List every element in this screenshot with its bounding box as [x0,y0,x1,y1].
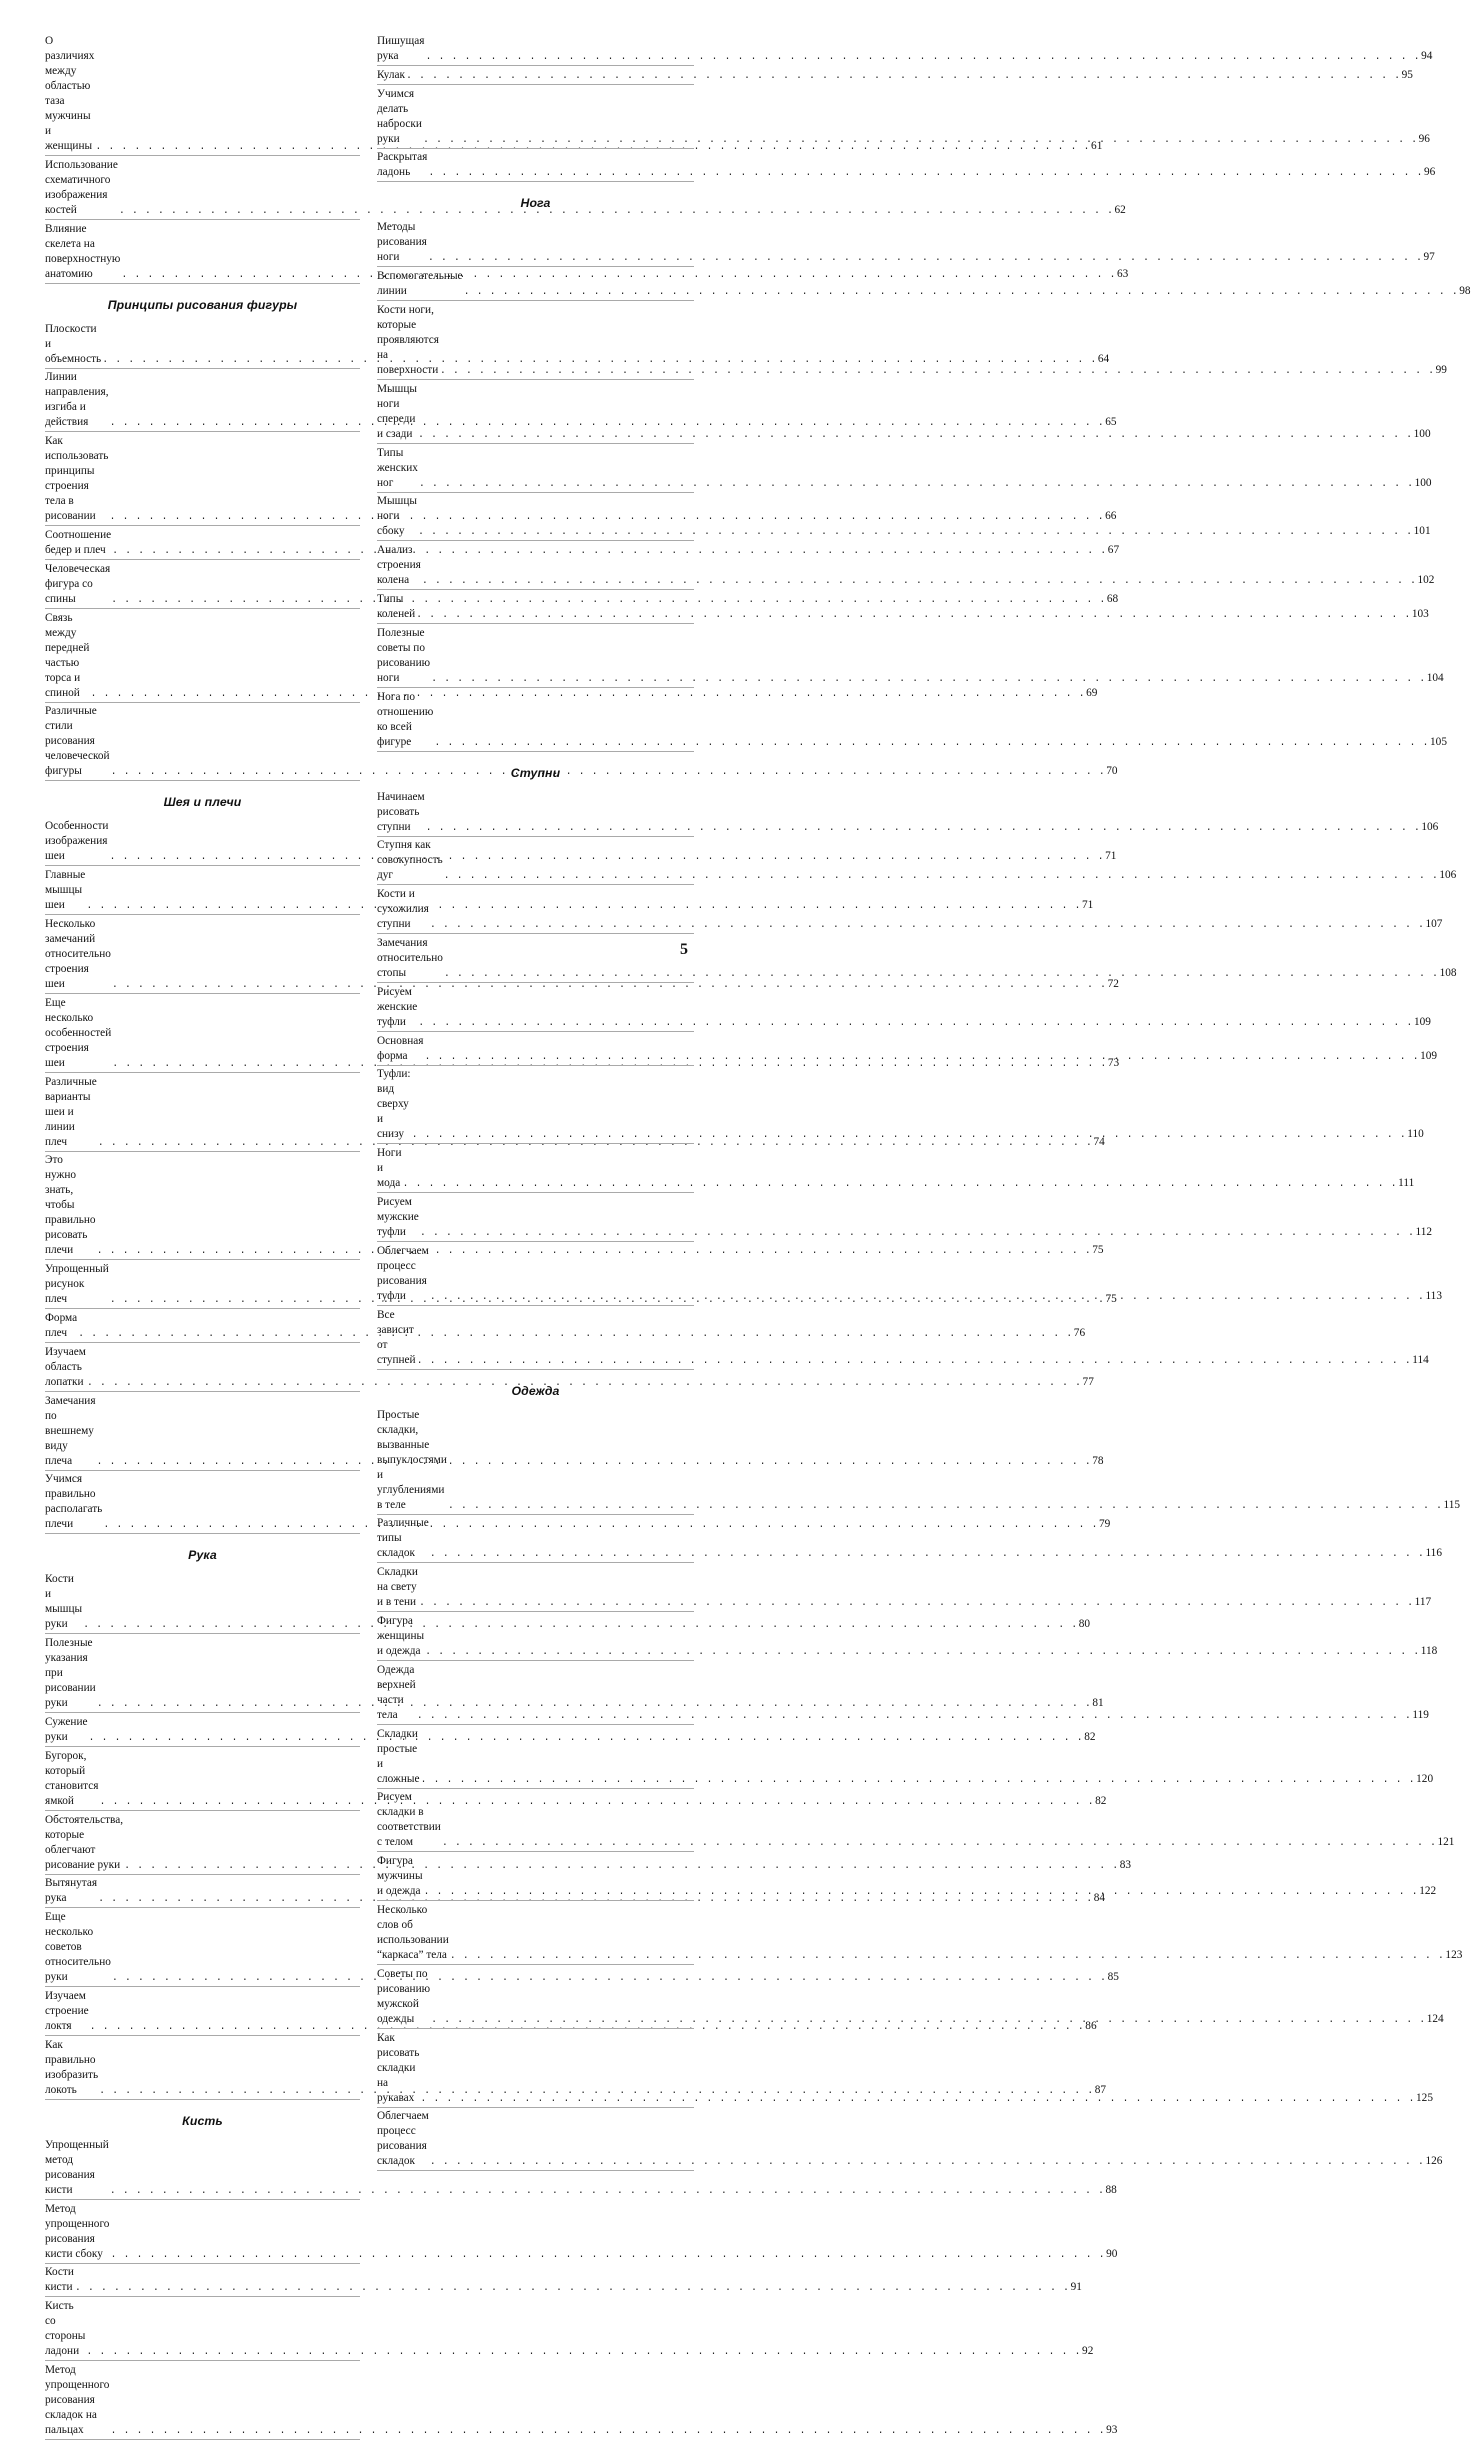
toc-entry-title: Полезные указания при рисовании руки [45,1637,96,1710]
toc-entry-title: Замечания относительно стопы [377,936,443,979]
toc-entry-page: 105 [1430,735,1447,748]
toc-entry[interactable] [377,1903,1463,1965]
section-heading: Одежда [511,1383,560,1398]
toc-entry-page: 96 [1423,166,1436,179]
toc-entry-page: 122 [1419,1885,1437,1898]
toc-entry-title: Человеческая фигура со спины [45,562,111,605]
toc-entry-title: Складки простые и сложные [377,1727,420,1785]
toc-entry-title: Упрощенный рисунок плеч [45,1263,109,1306]
toc-entry-title: Как рисовать складки на рукавах [377,2031,420,2104]
toc-entry-title: Простые складки, вызванные выпуклостями и углублениями в теле [377,1408,447,1511]
toc-entry-page: 84 [1093,1892,1106,1905]
dot-leader [425,1646,1420,1659]
toc-entry[interactable] [377,446,1432,493]
dot-leader [440,365,1435,378]
toc-entry-title: Еще несколько особенностей строения шеи [45,996,112,1069]
toc-entry-page: 71 [1105,850,1117,863]
toc-entry-page: 78 [1092,1454,1104,1467]
toc-entry-page: 116 [1425,1547,1442,1560]
toc-entry-title: Влияние скелета на поверхностную анатомию [45,222,121,280]
toc-entry-page: 74 [1093,1135,1105,1148]
toc-entry-title: Типы коленей [377,592,416,620]
toc-entry-page: 82 [1095,1794,1107,1807]
dot-leader [418,1017,1413,1030]
dot-leader [444,968,1439,981]
toc-entry-title: Все зависит от ступней [377,1308,416,1366]
toc-entry-page: 87 [1094,2083,1107,2096]
dot-leader [430,919,1425,932]
toc-entry[interactable] [45,1472,1111,1534]
toc-entry-title: Обстоятельства, которые облегчают рисование руки [45,1813,124,1871]
dot-leader [442,1837,1437,1850]
toc-entry[interactable] [377,985,1431,1032]
toc-entry-title: Вытянутая рука [45,1877,98,1905]
dot-leader [420,1774,1415,1787]
toc-entry-page: 94 [1421,50,1433,62]
toc-entry-page: 62 [1114,203,1126,216]
dot-leader [403,1178,1398,1191]
toc-entry-title: Рисуем мужские туфли [377,1195,419,1238]
toc-entry-title: Как использовать принципы строения тела в рисовании [45,435,109,523]
toc-entry-page: 73 [1107,1056,1120,1069]
toc-entry-title: Несколько слов об использовании “каркаса” тела [377,1903,449,1961]
toc-entry-title: Основная форма [377,1034,424,1062]
toc-entry-title: Пишущая рука [377,35,425,62]
toc-entry-title: Кости ноги, которые проявляются на поверхности [377,303,439,376]
toc-entry-page: 72 [1107,977,1119,990]
dot-leader [422,575,1417,588]
toc-entry[interactable] [377,68,1413,85]
toc-entry[interactable] [45,2299,1094,2361]
toc-entry-title: Плоскости и объемность [45,322,102,365]
toc-entry-page: 75 [1092,1244,1104,1257]
toc-entry-page: 125 [1416,2091,1433,2104]
toc-entry-title: Различные типы складок [377,1517,429,1560]
dot-leader [423,134,1418,147]
toc-entry[interactable] [45,528,1120,560]
toc-entry-page: 64 [1097,352,1110,365]
toc-entry-title: Учимся делать наброски руки [377,87,422,145]
dot-leader [430,2156,1425,2169]
toc-entry-title: Начинаем рисовать ступни [377,790,425,833]
toc-entry-page: 63 [1117,267,1129,280]
toc-entry-page: 80 [1078,1618,1091,1631]
dot-leader [430,1291,1425,1304]
dot-leader [110,2249,1105,2262]
toc-entry-page: 95 [1401,68,1413,81]
toc-entry-title: Советы по рисованию мужской одежды [377,1967,431,2025]
toc-entry-page: 124 [1426,2012,1444,2025]
toc-entry-title: Одежда верхней части тела [377,1663,416,1721]
toc-entry-title: Сужение руки [45,1715,88,1743]
dot-leader [444,870,1439,883]
dot-leader [424,1051,1419,1064]
toc-entry-title: Кулак [377,68,405,81]
toc-entry-page: 69 [1086,686,1098,699]
toc-entry-page: 91 [1070,2281,1082,2294]
toc-entry-title: Различные варианты шеи и линии плеч [45,1075,97,1148]
toc-entry-title: Анализ строения колена [377,544,421,587]
toc-entry-title: Туфли: вид сверху и снизу [377,1068,411,1141]
dot-leader [418,526,1413,539]
dot-leader [424,1886,1419,1899]
toc-entry-page: 75 [1105,1293,1117,1306]
toc-entry-page: 102 [1417,574,1435,587]
toc-entry-page: 117 [1414,1596,1432,1609]
toc-entry-page: 99 [1435,363,1447,376]
toc-entry[interactable] [377,2109,1443,2171]
toc-entry-title: Изучаем область лопатки [45,1345,86,1388]
toc-entry-page: 106 [1439,869,1457,882]
dot-leader [434,737,1429,750]
toc-entry-title: Замечания по внешнему виду плеча [45,1394,96,1467]
dot-leader [86,2346,1081,2359]
toc-entry-title: Рисуем женские туфли [377,985,418,1028]
toc-entry-page: 100 [1413,427,1431,440]
toc-entry-page: 109 [1420,1049,1438,1062]
toc-entry[interactable] [377,1146,1415,1193]
toc-entry-title: Рисуем складки в соответствии с телом [377,1791,441,1849]
toc-entry-title: Мышцы ноги спереди и сзади [377,382,417,440]
toc-entry-page: 119 [1412,1708,1429,1721]
section-heading: Ступни [510,765,561,780]
section-heading: Принципы рисования фигуры [107,297,298,312]
toc-entry-title: Линии направления, изгиба и действия [45,371,109,429]
toc-entry-title: Метод упрощенного рисования складок на пальцах [45,2363,110,2436]
dot-leader [416,609,1411,622]
toc-entry-page: 126 [1425,2155,1443,2168]
toc-entry-title: Складки на свету и в тени [377,1566,418,1609]
toc-entry-title: Ступня как совокупность дуг [377,839,443,882]
toc-entry-page: 67 [1107,543,1120,556]
toc-entry-title: Как правильно изобразить локоть [45,2038,99,2096]
toc-entry-title: Вспомогательные линии [377,270,463,298]
toc-entry-page: 121 [1437,1836,1455,1849]
toc-entry[interactable] [377,936,1457,983]
toc-entry-title: Особенности изображения шеи [45,820,109,863]
dot-leader [412,1129,1407,1142]
dot-leader [420,1227,1415,1240]
dot-leader [419,1597,1414,1610]
dot-leader [406,70,1401,83]
dot-leader [428,252,1423,265]
toc-entry[interactable] [377,150,1436,182]
toc-entry-page: 85 [1107,1971,1119,1984]
toc-entry[interactable] [377,626,1444,688]
toc-entry-page: 100 [1414,476,1432,489]
toc-entry-page: 82 [1084,1730,1096,1743]
toc-entry-page: 114 [1412,1353,1429,1366]
toc-entry-title: Мышцы ноги сбоку [377,495,417,538]
toc-entry-page: 123 [1445,1948,1463,1961]
toc-entry-page: 88 [1105,2183,1117,2196]
toc-entry-page: 83 [1119,1858,1132,1871]
toc-entry-page: 92 [1082,2345,1094,2358]
toc-entry-title: Ноги и мода [377,1147,402,1190]
toc-entry-page: 115 [1443,1498,1461,1511]
toc-entry-title: Кости кисти [45,2266,74,2294]
toc-entry-page: 110 [1407,1128,1424,1141]
toc-entry[interactable] [45,2363,1118,2440]
toc-entry-title: Использование схематичного изображения костей [45,158,118,216]
section-heading: Шея и плечи [163,795,242,810]
toc-entry-page: 96 [1418,132,1430,145]
toc-entry-page: 81 [1092,1697,1104,1710]
toc-entry-title: Полезные советы по рисованию ноги [377,626,431,684]
toc-entry-title: Упрощенный метод рисования кисти [45,2138,109,2196]
dot-leader [75,2282,1070,2295]
toc-entry[interactable] [377,34,1433,66]
dot-leader [420,2093,1415,2106]
toc-entry-title: Кости и сухожилия ступни [377,888,429,931]
toc-entry-page: 61 [1091,140,1103,152]
toc-entry-title: Нога по отношению ко всей фигуре [377,690,434,748]
toc-entry-title: Типы женских ног [377,446,418,489]
toc-entry-page: 68 [1106,592,1119,605]
toc-entry-title: Это нужно знать, чтобы правильно рисовать плечи [45,1154,96,1257]
toc-entry-title: О различиях между областью таза мужчины и женщины [45,35,95,152]
toc-entry-title: Изучаем строение локтя [45,1989,89,2032]
toc-entry-title: Учимся правильно располагать плечи [45,1473,103,1531]
dot-leader [428,167,1423,180]
toc-entry-page: 101 [1413,525,1431,538]
section-heading: Кисть [182,2113,223,2128]
toc-entry-page: 120 [1416,1772,1434,1785]
dot-leader [464,286,1459,299]
toc-entry-page: 79 [1098,1518,1111,1531]
dot-leader [417,1710,1412,1723]
toc-entry[interactable] [377,1195,1432,1242]
toc-entry[interactable] [45,1715,1096,1747]
toc-entry-title: Несколько замечаний относительно строения шеи [45,917,111,990]
toc-entry-page: 86 [1085,2019,1097,2032]
toc-entry-page: 65 [1105,416,1117,429]
toc-entry-page: 93 [1106,2423,1118,2436]
dot-leader [431,2014,1426,2027]
toc-entry-title: Соотношение бедер и плеч [45,528,112,556]
toc-entry-title: Еще несколько советов относительно руки [45,1911,111,1984]
toc-entry-title: Облегчаем процесс рисования туфли [377,1244,429,1302]
dot-leader [431,673,1426,686]
dot-leader [430,1548,1425,1561]
toc-entry-page: 71 [1081,899,1094,912]
toc-entry[interactable] [45,2265,1082,2297]
toc-entry-title: Кисть со стороны ладони [45,2300,86,2358]
toc-entry-title: Раскрытая ладонь [377,151,428,179]
toc-entry-title: Главные мышцы шеи [45,869,86,912]
page-number: 5 [680,941,688,958]
toc-entry-page: 70 [1106,765,1118,778]
toc-entry-title: Метод упрощенного рисования кисти сбоку [45,2202,110,2260]
toc-entry-page: 108 [1439,966,1457,979]
toc-entry-page: 98 [1459,285,1471,298]
section-heading: Рука [188,1548,217,1563]
toc-entry-title: Кости и мышцы руки [45,1573,83,1631]
toc-entry-page: 113 [1425,1289,1442,1302]
toc-entry-page: 76 [1073,1326,1086,1339]
dot-leader [450,1950,1445,1963]
toc-entry-page: 103 [1411,607,1429,620]
dot-leader [110,2425,1105,2438]
dot-leader [110,2185,1105,2198]
toc-entry-title: Фигура мужчины и одежда [377,1855,423,1898]
toc-entry-title: Методы рисования ноги [377,221,427,264]
dot-leader [418,429,1413,442]
toc-entry-title: Фигура женщины и одежда [377,1614,425,1657]
toc-entry-title: Бугорок, который становится ямкой [45,1749,99,1807]
toc-entry-title: Форма плеч [45,1311,78,1339]
dot-leader [417,1355,1412,1368]
toc-entry-title: Облегчаем процесс рисования складок [377,2110,429,2168]
toc-entry-title: Различные стили рисования человеческой фигуры [45,705,110,778]
toc-entry-page: 90 [1106,2247,1118,2260]
section-heading: Нога [520,196,551,211]
dot-leader [426,822,1421,835]
toc-entry-page: 66 [1105,510,1117,523]
toc-entry-page: 111 [1398,1177,1415,1190]
toc-entry-title: Связь между передней частью торса и спиной [45,611,90,699]
toc-entry-page: 77 [1082,1375,1094,1388]
toc-entry[interactable] [377,220,1435,267]
toc-entry-page: 109 [1413,1015,1431,1028]
toc-entry-page: 107 [1425,918,1443,931]
toc-entry-page: 118 [1420,1644,1438,1657]
toc-entry-page: 104 [1426,671,1444,684]
toc-entry[interactable] [377,1565,1432,1612]
dot-leader [419,478,1414,491]
toc-entry-page: 112 [1415,1225,1432,1238]
dot-leader [425,51,1420,64]
toc-entry[interactable] [377,790,1439,837]
toc-entry[interactable] [45,2202,1118,2264]
toc-entry-page: 97 [1423,251,1435,264]
toc-entry-page: 106 [1421,820,1439,833]
dot-leader [448,1500,1443,1513]
